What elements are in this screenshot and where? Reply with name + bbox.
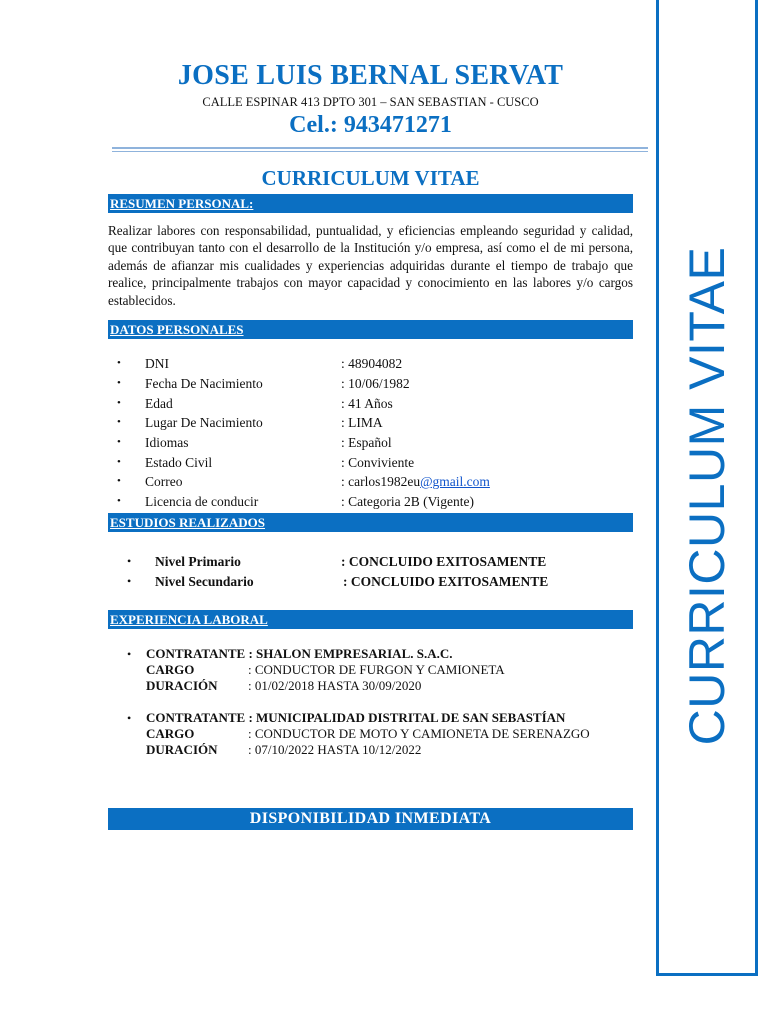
- job-contratante: CONTRATANTE : SHALON EMPRESARIAL. S.A.C.: [146, 646, 453, 661]
- bullet: •: [127, 554, 132, 568]
- header-divider-thin: [112, 151, 648, 152]
- datos-label: Fecha De Nacimiento: [145, 376, 263, 391]
- datos-label: Idiomas: [145, 435, 189, 450]
- candidate-phone: Cel.: 943471271: [289, 112, 452, 138]
- candidate-address: CALLE ESPINAR 413 DPTO 301 – SAN SEBASTIAN - CUSCO: [202, 95, 539, 109]
- estudios-value: : CONCLUIDO EXITOSAMENTE: [341, 554, 547, 569]
- job-cargo-value: : CONDUCTOR DE MOTO Y CAMIONETA DE SERENAZGO: [248, 726, 590, 741]
- section-header-experiencia: [108, 610, 633, 629]
- datos-label: Correo: [145, 474, 183, 489]
- datos-value: : Español: [341, 435, 392, 450]
- job-duracion-value: : 01/02/2018 HASTA 30/09/2020: [248, 678, 422, 693]
- estudios-label: Nivel Primario: [155, 554, 241, 569]
- section-header-experiencia-label: EXPERIENCIA LABORAL: [110, 612, 268, 627]
- job-cargo-value: : CONDUCTOR DE FURGON Y CAMIONETA: [248, 662, 505, 677]
- summary-paragraph: Realizar labores con responsabilidad, puntualidad, y eficiencias empleando seguridad y calidad, que contribuyan tanto con el desarrollo de la Institución y/o empresa, así como el de mi persona, además de afianzar mis cualidades y experiencias adquiridas durante el tiempo de trabajo que realice, principalmente trabajos con mayor capacidad y conocimiento en las labores y/o cargos establecidos.: [108, 223, 633, 308]
- email-link[interactable]: @gmail.com: [420, 474, 490, 489]
- job-duracion-label: DURACIÓN: [146, 742, 218, 757]
- datos-value: : 48904082: [341, 356, 403, 371]
- datos-value: : Categoria 2B (Vigente): [341, 494, 475, 509]
- job-duracion-label: DURACIÓN: [146, 678, 218, 693]
- bullet: •: [127, 711, 132, 725]
- section-header-resumen-label: RESUMEN PERSONAL:: [110, 196, 254, 211]
- bullet: •: [117, 397, 121, 409]
- datos-label: Estado Civil: [145, 455, 213, 470]
- job-contratante: CONTRATANTE : MUNICIPALIDAD DISTRITAL DE SAN SEBASTÍAN: [146, 710, 566, 725]
- email-value: [341, 472, 490, 491]
- bullet: •: [117, 456, 121, 468]
- bullet: •: [117, 377, 121, 389]
- bullet: •: [117, 357, 121, 369]
- candidate-name: JOSE LUIS BERNAL SERVAT: [177, 60, 564, 91]
- header-divider: [112, 147, 648, 149]
- email-user: : carlos1982eu: [341, 474, 421, 489]
- datos-value: : Conviviente: [341, 455, 415, 470]
- section-header-resumen: [108, 194, 633, 213]
- datos-label: Edad: [145, 396, 173, 411]
- side-title: CURRICULUM VITAE: [679, 246, 735, 746]
- bullet: •: [117, 495, 121, 507]
- datos-value: : 10/06/1982: [341, 376, 410, 391]
- bullet: •: [117, 436, 121, 448]
- bullet: •: [117, 475, 121, 487]
- job-duracion-value: : 07/10/2022 HASTA 10/12/2022: [248, 742, 422, 757]
- availability-banner: DISPONIBILIDAD INMEDIATA: [108, 808, 633, 830]
- section-header-estudios-label: ESTUDIOS REALIZADOS: [110, 515, 265, 530]
- datos-value: : 41 Años: [341, 396, 393, 411]
- job-cargo-label: CARGO: [146, 662, 195, 677]
- bullet: •: [127, 574, 132, 588]
- datos-label: Licencia de conducir: [145, 494, 259, 509]
- section-header-datos: [108, 320, 633, 339]
- job-cargo-label: CARGO: [146, 726, 195, 741]
- bullet: •: [117, 416, 121, 428]
- datos-value: : LIMA: [341, 415, 383, 430]
- estudios-value: : CONCLUIDO EXITOSAMENTE: [343, 574, 549, 589]
- document-title: CURRICULUM VITAE: [261, 166, 480, 190]
- bullet: •: [127, 647, 132, 661]
- estudios-label: Nivel Secundario: [155, 574, 254, 589]
- section-header-datos-label: DATOS PERSONALES: [110, 322, 244, 337]
- datos-label: Lugar De Nacimiento: [145, 415, 263, 430]
- datos-label: DNI: [145, 356, 169, 371]
- section-header-estudios: [108, 513, 633, 532]
